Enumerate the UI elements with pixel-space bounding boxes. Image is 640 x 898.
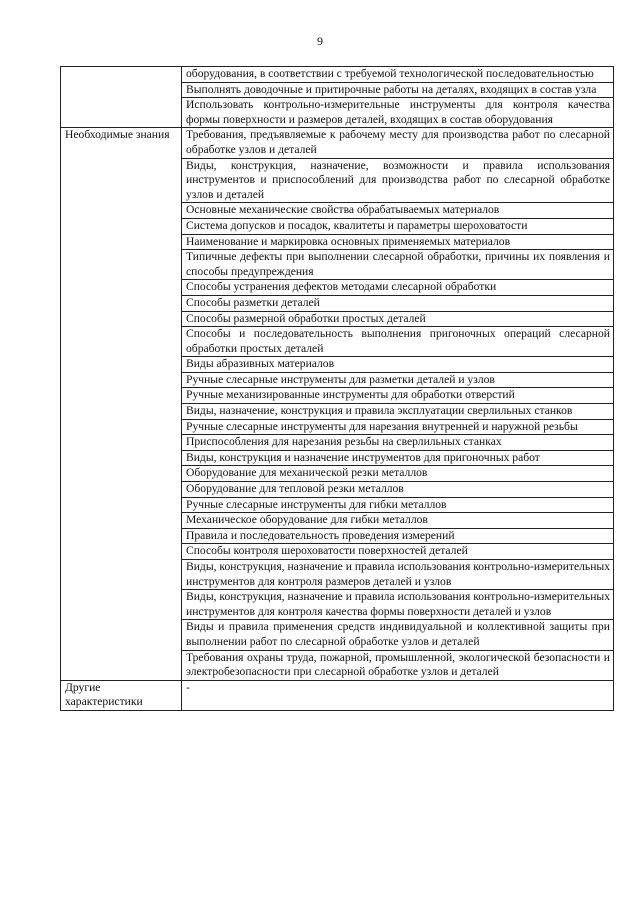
item-cell [182,372,614,388]
item-cell [182,234,614,250]
item-cell [182,203,614,219]
item-text: Требования охраны труда, пожарной, промышленной, экологической безопасности и электробезопасности при слесарной обработке узлов и деталей [186,650,610,679]
item-text: Оборудование для механической резки металлов [186,466,428,480]
section-label [61,67,182,128]
item-text: Способы устранения дефектов методами слесарной обработки [186,280,497,294]
item-text: Способы контроля шероховатости поверхностей деталей [186,544,468,558]
item-cell [182,357,614,373]
item-cell [182,435,614,451]
item-text: Виды абразивных материалов [186,357,335,371]
item-text: оборудования, в соответствии с требуемой технологической последовательностью [186,67,594,80]
table-row [61,67,614,83]
item-cell [182,466,614,482]
item-text: Виды и правила применения средств индивидуальной и коллективной защиты при выполнении работ по слесарной обработке узлов и деталей [186,620,610,648]
item-cell [182,295,614,311]
requirements-table [60,66,614,711]
item-text: Виды, конструкция, назначение, возможности и правила использования инструментов и приспособлений для производства работ по слесарной обработке узлов и деталей [186,158,610,201]
item-cell [182,158,614,203]
item-cell [182,128,614,158]
item-text: Виды, конструкция и назначение инструментов для пригоночных работ [186,450,540,464]
section-label: Необходимые знания [61,128,182,680]
item-text: Оборудование для тепловой резки металлов [186,482,404,496]
item-text: Выполнять доводочные и притирочные работы на деталях, входящих в состав узла [186,82,597,96]
item-cell [182,497,614,513]
item-text: Наименование и маркировка основных применяемых материалов [186,234,511,248]
item-text: Типичные дефекты при выполнении слесарной обработки, причины их появления и способы предупреждения [186,250,610,278]
item-cell [182,250,614,280]
item-cell [182,544,614,560]
item-text: Механическое оборудование для гибки металлов [186,513,428,527]
item-text: Виды, назначение, конструкция и правила эксплуатации сверлильных станков [186,404,573,418]
item-text: Ручные слесарные инструменты для гибки металлов [186,497,447,511]
item-cell [182,590,614,620]
item-text: Использовать контрольно-измерительные инструменты для контроля качества формы поверхности и размеров деталей, входящих в состав оборудования [186,98,610,126]
item-text: - [186,680,190,694]
item-text: Ручные слесарные инструменты для нарезания внутренней и наружной резьбы [186,419,578,433]
item-cell [182,67,614,83]
item-cell [182,680,614,710]
page-number: 9 [317,34,323,48]
item-cell [182,98,614,128]
item-text: Требования, предъявляемые к рабочему месту для производства работ по слесарной обработке узлов и деталей [186,128,610,156]
item-cell [182,650,614,680]
item-cell [182,419,614,435]
item-cell [182,528,614,544]
item-text: Ручные механизированные инструменты для обработки отверстий [186,388,515,402]
item-text: Способы размерной обработки простых деталей [186,311,426,325]
item-cell [182,560,614,590]
item-cell [182,404,614,420]
item-text: Система допусков и посадок, квалитеты и параметры шероховатости [186,218,528,232]
item-text: Ручные слесарные инструменты для разметки деталей и узлов [186,372,495,386]
table-row [61,128,614,158]
section-label: Другие характеристики [61,680,182,710]
item-cell [182,311,614,327]
item-cell [182,280,614,296]
table-row [61,680,614,710]
item-text: Виды, конструкция, назначение и правила использования контрольно-измерительных инструментов для контроля размеров деталей и узлов [186,560,610,588]
item-text: Виды, конструкция, назначение и правила использования контрольно-измерительных инструментов для контроля качества формы поверхности деталей и узлов [186,590,610,618]
item-cell [182,218,614,234]
item-cell [182,513,614,529]
item-cell [182,482,614,498]
item-cell [182,450,614,466]
item-text: Приспособления для нарезания резьбы на сверлильных станках [186,435,502,449]
item-cell [182,82,614,98]
item-cell [182,327,614,357]
item-text: Способы разметки деталей [186,295,320,309]
item-text: Основные механические свойства обрабатываемых материалов [186,203,500,217]
item-cell [182,388,614,404]
item-text: Способы и последовательность выполнения пригоночных операций слесарной обработки простых деталей [186,327,610,355]
item-text: Правила и последовательность проведения измерений [186,528,455,542]
item-cell [182,620,614,650]
